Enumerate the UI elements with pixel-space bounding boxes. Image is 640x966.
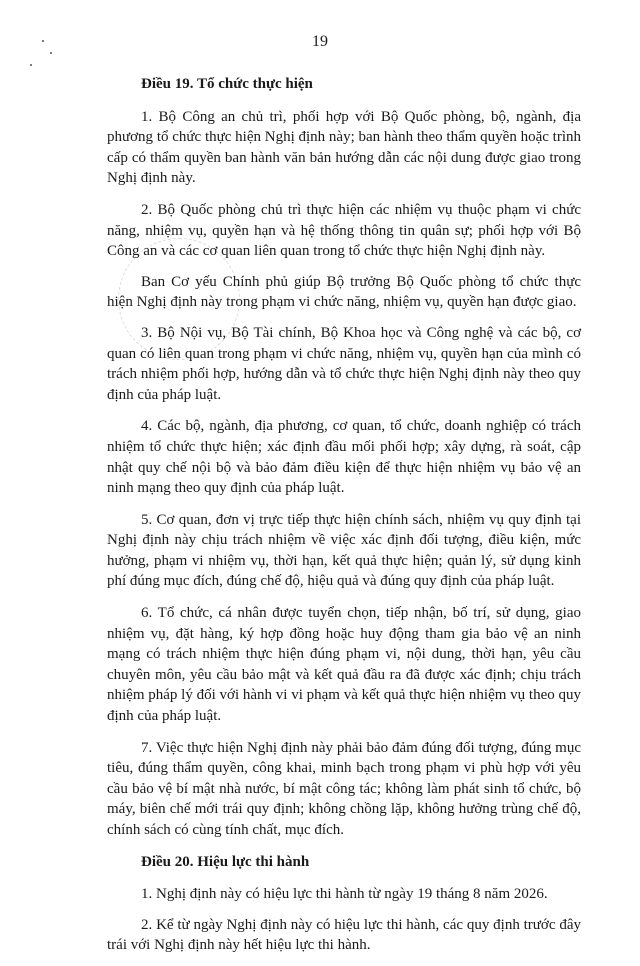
document-body xyxy=(107,74,581,966)
article-19-clause-3: 3. Bộ Nội vụ, Bộ Tài chính, Bộ Khoa học và Công nghệ và các bộ, cơ quan có liên quan trong phạm vi chức năng, nhiệm vụ, quyền hạn của mình có trách nhiệm phối hợp, hướng dẫn và tổ chức thực hiện Nghị định này theo quy định của pháp luật. xyxy=(107,324,581,403)
article-19-clause-6: 6. Tổ chức, cá nhân được tuyển chọn, tiếp nhận, bố trí, sử dụng, giao nhiệm vụ, đặt hàng, ký hợp đồng hoặc huy động tham gia bảo vệ an ninh mạng có trách nhiệm thực hiện đúng phạm vi, nội dung, thời hạn, yêu cầu chuyên môn, yêu cầu bảo mật và kết quả đầu ra đã được xác định; chịu trách nhiệm pháp lý đối với hành vi vi phạm và kết quả thực hiện nhiệm vụ theo quy định của pháp luật. xyxy=(107,605,581,725)
article-19-clause-2-sub: Ban Cơ yếu Chính phủ giúp Bộ trưởng Bộ Quốc phòng tổ chức thực hiện Nghị định này trong phạm vi chức năng, nhiệm vụ, quyền hạn được giao. xyxy=(107,273,581,311)
article-19-clause-2: 2. Bộ Quốc phòng chủ trì thực hiện các nhiệm vụ thuộc phạm vi chức năng, nhiệm vụ, quyền hạn và hệ thống thông tin quân sự; phối hợp với Bộ Công an và các cơ quan liên quan trong tổ chức thực hiện Nghị định này. xyxy=(107,201,581,260)
article-19-clause-5: 5. Cơ quan, đơn vị trực tiếp thực hiện chính sách, nhiệm vụ quy định tại Nghị định này chịu trách nhiệm về việc xác định đối tượng, điều kiện, mức hưởng, phạm vi nhiệm vụ, thời hạn, kết quả thực hiện; quản lý, sử dụng kinh phí đúng mục đích, đúng chế độ, hiệu quả và đúng quy định của pháp luật. xyxy=(107,511,581,590)
article-19-clause-1: 1. Bộ Công an chủ trì, phối hợp với Bộ Quốc phòng, bộ, ngành, địa phương tổ chức thực hiện Nghị định này; ban hành theo thẩm quyền hoặc trình cấp có thẩm quyền ban hành văn bản hướng dẫn các nội dung được giao trong Nghị định này. xyxy=(107,108,581,187)
article-20-clause-2: 2. Kể từ ngày Nghị định này có hiệu lực thi hành, các quy định trước đây trái với Nghị định này hết hiệu lực thi hành. xyxy=(107,916,581,954)
article-19-heading: Điều 19. Tổ chức thực hiện xyxy=(141,76,313,92)
page-number: 19 xyxy=(312,33,328,50)
article-20-heading: Điều 20. Hiệu lực thi hành xyxy=(141,853,310,870)
article-19-clause-4: 4. Các bộ, ngành, địa phương, cơ quan, tổ chức, doanh nghiệp có trách nhiệm tổ chức thực hiện; xác định đầu mối phối hợp; xây dựng, rà soát, cập nhật quy chế nội bộ và bảo đảm điều kiện để thực hiện nhiệm vụ bảo vệ an ninh mạng theo quy định của pháp luật. xyxy=(107,418,581,497)
scan-speck xyxy=(30,64,32,66)
scan-speck xyxy=(50,52,52,54)
article-19-clause-7: 7. Việc thực hiện Nghị định này phải bảo đảm đúng đối tượng, đúng mục tiêu, đúng thẩm quyền, công khai, minh bạch trong phạm vi phù hợp với yêu cầu bảo vệ bí mật nhà nước, bí mật công tác; không làm phát sinh tổ chức, bộ máy, biên chế mới trái quy định; không chồng lặp, không hưởng trùng chế độ, chính sách có cùng tính chất, mục đích. xyxy=(107,739,581,838)
article-20-clause-1: 1. Nghị định này có hiệu lực thi hành từ ngày 19 tháng 8 năm 2026. xyxy=(141,886,548,903)
